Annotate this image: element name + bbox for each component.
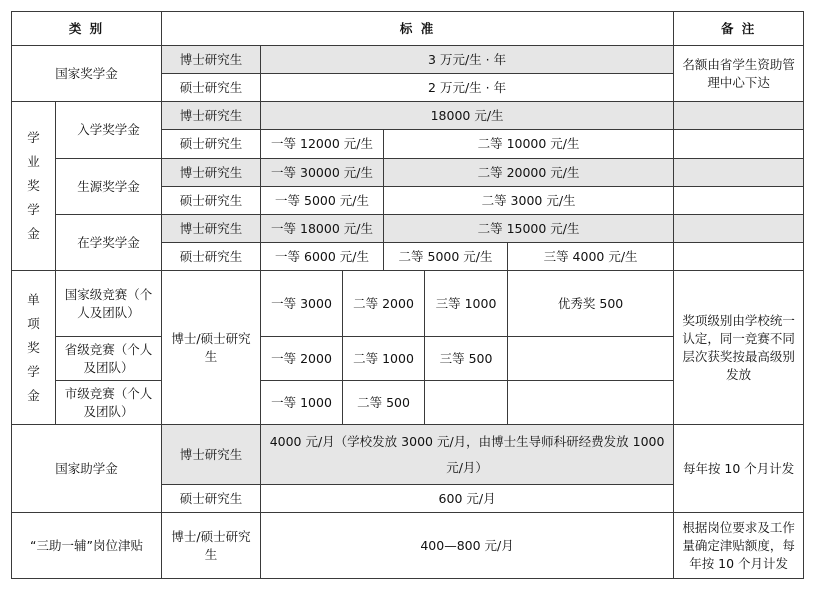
award-cell: 一等 3000 — [261, 271, 343, 337]
header-remark: 备 注 — [674, 12, 804, 46]
source-scholarship-label: 生源奖学金 — [56, 159, 162, 215]
academic-scholarship-label: 学业奖学金 — [12, 102, 56, 271]
award-cell: 二等 1000 — [343, 337, 425, 381]
amount-cell: 一等 30000 元/生 — [261, 159, 384, 187]
amount-cell: 4000 元/月（学校发放 3000 元/月，由博士生导师科研经费发放 1000 元/月） — [261, 425, 674, 485]
award-cell — [425, 381, 508, 425]
amount-cell: 400—800 元/月 — [261, 513, 674, 579]
header-category: 类 别 — [12, 12, 162, 46]
provincial-competition-label: 省级竞赛（个人及团队） — [56, 337, 162, 381]
amount-cell: 600 元/月 — [261, 485, 674, 513]
level-label: 硕士研究生 — [162, 187, 261, 215]
level-label: 硕士研究生 — [162, 243, 261, 271]
table-row — [12, 159, 804, 187]
remark-cell — [674, 243, 804, 271]
amount-cell: 18000 元/生 — [261, 102, 674, 130]
remark-cell — [674, 159, 804, 187]
level-label: 硕士研究生 — [162, 74, 261, 102]
national-scholarship-label: 国家奖学金 — [12, 46, 162, 102]
assistant-allowance-label: “三助一辅”岗位津贴 — [12, 513, 162, 579]
award-cell: 一等 2000 — [261, 337, 343, 381]
level-label: 博士研究生 — [162, 46, 261, 74]
amount-cell: 二等 3000 元/生 — [384, 187, 674, 215]
national-competition-label: 国家级竞赛（个人及团队） — [56, 271, 162, 337]
remark-cell: 根据岗位要求及工作量确定津贴额度，每年按 10 个月计发 — [674, 513, 804, 579]
award-cell: 三等 500 — [425, 337, 508, 381]
amount-cell: 二等 20000 元/生 — [384, 159, 674, 187]
amount-cell: 二等 10000 元/生 — [384, 130, 674, 159]
national-grant-label: 国家助学金 — [12, 425, 162, 513]
assistant-target-label: 博士/硕士研究生 — [162, 513, 261, 579]
amount-cell: 一等 5000 元/生 — [261, 187, 384, 215]
table-row — [12, 513, 804, 579]
table-row — [12, 102, 804, 130]
amount-cell: 三等 4000 元/生 — [508, 243, 674, 271]
table-row — [12, 46, 804, 74]
level-label: 博士研究生 — [162, 159, 261, 187]
scholarship-table — [11, 11, 804, 579]
amount-cell: 一等 12000 元/生 — [261, 130, 384, 159]
amount-cell: 2 万元/生 · 年 — [261, 74, 674, 102]
amount-cell: 一等 6000 元/生 — [261, 243, 384, 271]
level-label: 博士研究生 — [162, 215, 261, 243]
amount-cell: 一等 18000 元/生 — [261, 215, 384, 243]
award-cell: 一等 1000 — [261, 381, 343, 425]
level-label: 硕士研究生 — [162, 485, 261, 513]
municipal-competition-label: 市级竞赛（个人及团队） — [56, 381, 162, 425]
header-row — [12, 12, 804, 46]
remark-cell — [674, 130, 804, 159]
single-target-label: 博士/硕士研究生 — [162, 271, 261, 425]
table-row — [12, 425, 804, 485]
remark-cell — [674, 102, 804, 130]
award-cell: 三等 1000 — [425, 271, 508, 337]
table-row — [12, 215, 804, 243]
level-label: 硕士研究生 — [162, 130, 261, 159]
amount-cell: 二等 15000 元/生 — [384, 215, 674, 243]
header-standard: 标 准 — [162, 12, 674, 46]
award-cell — [508, 337, 674, 381]
amount-cell: 3 万元/生 · 年 — [261, 46, 674, 74]
remark-cell — [674, 187, 804, 215]
award-cell: 二等 2000 — [343, 271, 425, 337]
remark-cell: 奖项级别由学校统一认定，同一竞赛不同层次获奖按最高级别发放 — [674, 271, 804, 425]
remark-cell — [674, 215, 804, 243]
remark-cell: 每年按 10 个月计发 — [674, 425, 804, 513]
single-scholarship-label: 单项奖学金 — [12, 271, 56, 425]
award-cell: 优秀奖 500 — [508, 271, 674, 337]
entrance-scholarship-label: 入学奖学金 — [56, 102, 162, 159]
table-row — [12, 271, 804, 337]
remark-cell: 名额由省学生资助管理中心下达 — [674, 46, 804, 102]
level-label: 博士研究生 — [162, 425, 261, 485]
award-cell — [508, 381, 674, 425]
enrolled-scholarship-label: 在学奖学金 — [56, 215, 162, 271]
award-cell: 二等 500 — [343, 381, 425, 425]
level-label: 博士研究生 — [162, 102, 261, 130]
amount-cell: 二等 5000 元/生 — [384, 243, 508, 271]
